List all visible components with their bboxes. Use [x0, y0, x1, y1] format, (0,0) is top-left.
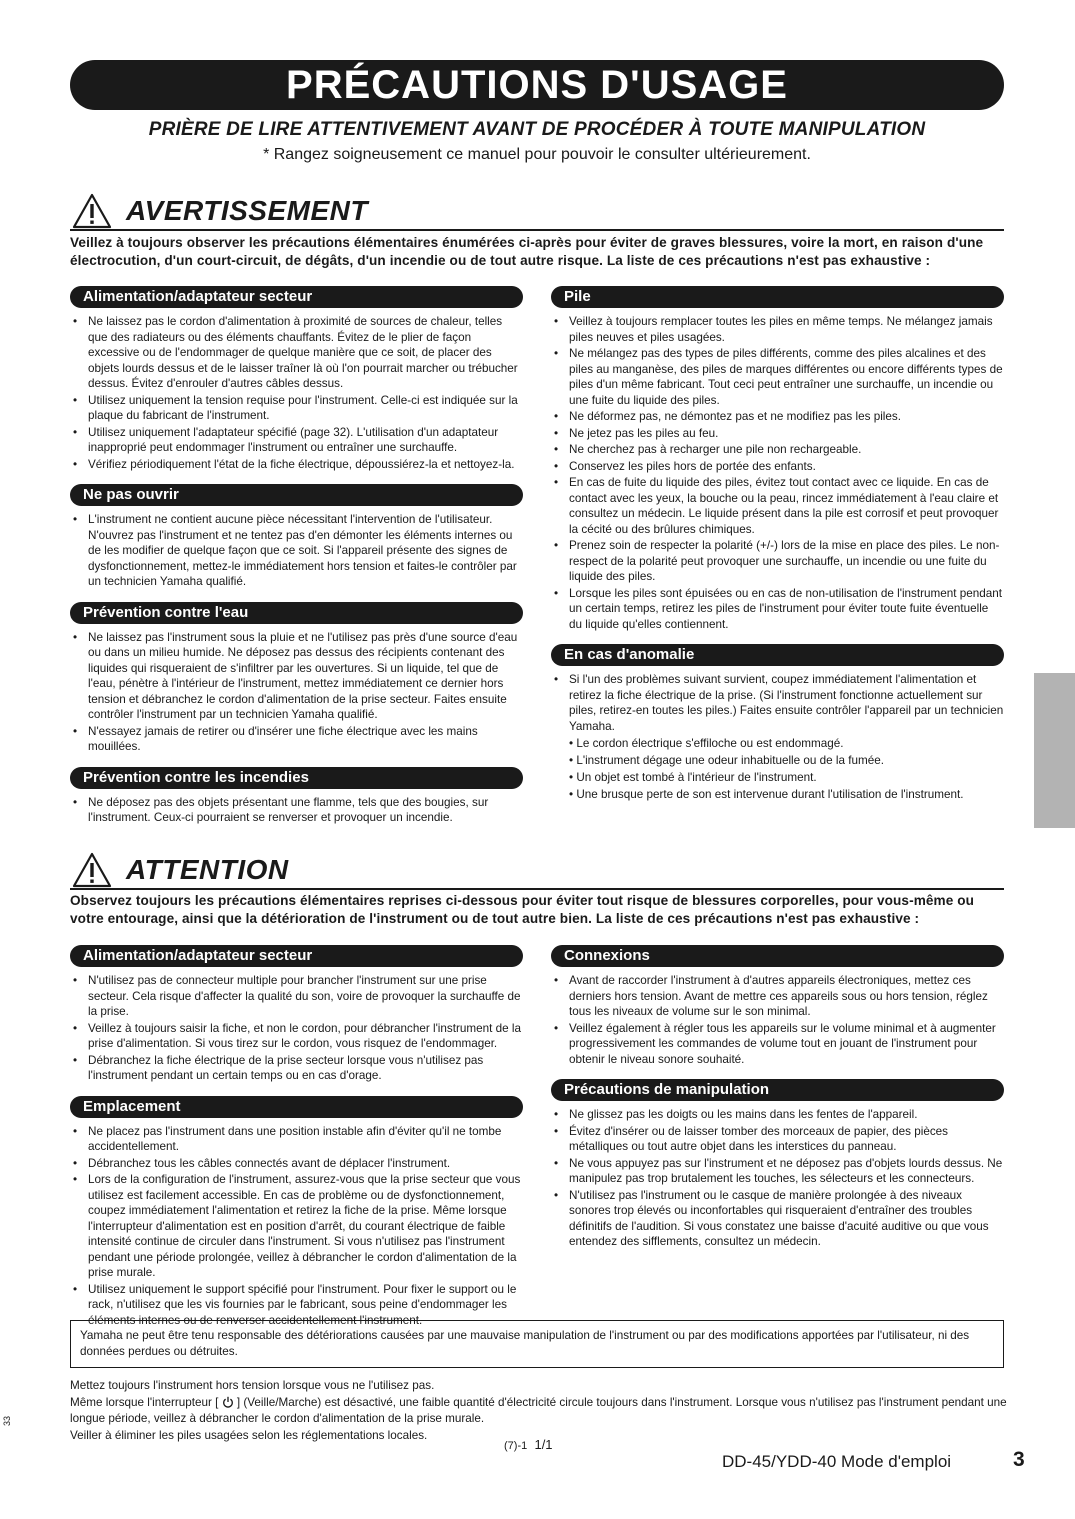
list-item: • Utilisez uniquement l'adaptateur spécifié (page 32). L'utilisation d'un adaptateur inapproprié peut endommager l'instrument ou entraîner une surchauffe. [70, 425, 523, 456]
list-item: • Prenez soin de respecter la polarité (+/-) lors de la mise en place des piles. Le non-respect de la polarité peut provoquer une surchauffe, un incendie ou une fuite du liquide des piles. [551, 538, 1004, 585]
footer-note-standby-text-b: ] (Veille/Marche) est désactivé, une faible quantité d'électricité circule toujours dans l'instrument. Lorsque vous n'utilisez pas l'instrument pendant une longue période, veillez à débrancher le cordon d'alimentation de la prise murale. [70, 1395, 1007, 1425]
list-item: • Conservez les piles hors de portée des enfants. [551, 459, 1004, 475]
caution-connections-heading: Connexions [551, 945, 1004, 967]
list-item: • N'utilisez pas de connecteur multiple pour brancher l'instrument sur une prise secteur. Cela risque d'affecter la qualité du son, voire de provoquer la surchauffe de la prise. [70, 973, 523, 1020]
list-item: • Débranchez la fiche électrique de la prise secteur lorsque vous n'utilisez pas l'instrument pendant un certain temps ou en cas d'orage. [70, 1053, 523, 1084]
sub-list-item: • Un objet est tombé à l'intérieur de l'instrument. [569, 769, 1004, 786]
caution-connections-block [551, 945, 1004, 1067]
caution-power-block [70, 945, 523, 1084]
list-item: • Lors de la configuration de l'instrument, assurez-vous que la prise secteur que vous utilisez est facilement accessible. En cas de problème ou de dysfonctionnement, coupez immédiatement l'alimentation et retirez la fiche de la prise. Même lorsque l'interrupteur d'alimentation est en position d'arrêt, du courant électrique de faible intensité continue de circuler dans l'instrument. Si vous n'utilisez pas l'instrument pendant une période prolongée, veillez à débrancher le cordon d'alimentation de la prise murale. [70, 1172, 523, 1281]
list-item: • Utilisez uniquement le support spécifié pour l'instrument. Pour fixer le support ou le rack, n'utilisez que les vis fournies par le fabricant, sous peine d'endommager les éléments internes ou de renverser accidentellement l'instrument. [70, 1282, 523, 1329]
list-item: • Veillez également à régler tous les appareils sur le volume minimal et à augmenter progressivement les commandes de volume tout en jouant de l'instrument pour obtenir le niveau sonore souhaité. [551, 1021, 1004, 1068]
page-fraction: 1/1 [534, 1437, 553, 1452]
caution-location-block [70, 1096, 523, 1329]
list-item: • Vérifiez périodiquement l'état de la fiche électrique, dépoussiérez-la et nettoyez-la. [70, 457, 523, 473]
keep-manual-note: * Rangez soigneusement ce manuel pour pouvoir le consulter ultérieurement. [263, 146, 811, 163]
caution-section-header [70, 848, 1004, 890]
list-item: • N'essayez jamais de retirer ou d'insérer une fiche électrique avec les mains mouillées. [70, 724, 523, 755]
warning-water-block [70, 602, 523, 755]
sub-list-item: • L'instrument dégage une odeur inhabituelle ou de la fumée. [569, 752, 1004, 769]
liability-disclaimer: Yamaha ne peut être tenu responsable des détériorations causées par une mauvaise manipulation de l'instrument ou par des modifications apportées par l'utilisateur, ni des données perdues ou détruites. [70, 1320, 1004, 1368]
list-item: • Évitez d'insérer ou de laisser tomber des morceaux de papier, des pièces métalliques ou tout autre objet dans les interstices du panneau. [551, 1124, 1004, 1155]
warning-anomaly-block [551, 644, 1004, 803]
warning-title: AVERTISSEMENT [126, 195, 368, 226]
list-item: • Ne déformez pas, ne démontez pas et ne modifiez pas les piles. [551, 409, 1004, 425]
list-item: • Ne jetez pas les piles au feu. [551, 426, 1004, 442]
list-item: • Lorsque les piles sont épuisées ou en cas de non-utilisation de l'instrument pendant un certain temps, retirez les piles de l'instrument pour éviter toute fuite éventuelle du liquide qu'elles contiennent. [551, 586, 1004, 633]
warning-left-column [70, 286, 523, 838]
side-thumb-tab [1034, 673, 1075, 828]
warning-anomaly-heading: En cas d'anomalie [551, 644, 1004, 666]
warning-power-heading: Alimentation/adaptateur secteur [70, 286, 523, 308]
list-item: • Ne vous appuyez pas sur l'instrument et ne déposez pas d'objets lourds dessus. Ne manipulez pas trop brutalement les touches, les sélecteurs et les connecteurs. [551, 1156, 1004, 1187]
list-item: • Veillez à toujours remplacer toutes les piles en même temps. Ne mélangez jamais piles neuves et piles usagées. [551, 314, 1004, 345]
footer-notes [70, 1378, 1010, 1444]
warning-do-not-open-heading: Ne pas ouvrir [70, 484, 523, 506]
warning-triangle-icon [72, 852, 112, 888]
caution-handling-heading: Précautions de manipulation [551, 1079, 1004, 1101]
footer-note-standby-text-a: Même lorsque l'interrupteur [ [70, 1395, 219, 1409]
warning-fire-block [70, 767, 523, 826]
list-item: • Si l'un des problèmes suivant survient, coupez immédiatement l'alimentation et retirez la fiche électrique de la prise. (Si l'instrument fonctionne actuellement sur piles, retirez-en toutes les piles.) Faites ensuite contrôler l'appareil par un technicien Yamaha. [551, 672, 1004, 734]
list-item: • Veillez à toujours saisir la fiche, et non le cordon, pour débrancher l'instrument de la prise d'alimentation. Si vous tirez sur le cordon, vous risquez de l'endommager. [70, 1021, 523, 1052]
power-standby-icon [222, 1396, 234, 1408]
read-carefully-subtitle: PRIÈRE DE LIRE ATTENTIVEMENT AVANT DE PROCÉDER À TOUTE MANIPULATION [148, 119, 926, 140]
caution-location-heading: Emplacement [70, 1096, 523, 1118]
warning-right-column [551, 286, 1004, 815]
warning-battery-block [551, 286, 1004, 632]
warning-fire-heading: Prévention contre les incendies [70, 767, 523, 789]
page-code-label: (7)-1 [504, 1440, 528, 1452]
list-item: • Ne cherchez pas à recharger une pile non rechargeable. [551, 442, 1004, 458]
footer-note-power-off: Mettez toujours l'instrument hors tension lorsque vous ne l'utilisez pas. [70, 1379, 435, 1392]
manual-name: DD-45/YDD-40 Mode d'emploi [722, 1452, 952, 1471]
caution-handling-block [551, 1079, 1004, 1250]
list-item: • N'utilisez pas l'instrument ou le casque de manière prolongée à des niveaux sonores trop élevés ou inconfortables qui risqueraient d'entraîner des troubles définitifs de l'audition. Si vous constatez une baisse d'acuité auditive ou que vous entendez des sifflements, consultez un médecin. [551, 1188, 1004, 1250]
list-item: • Avant de raccorder l'instrument à d'autres appareils électroniques, mettez ces derniers hors tension. Avant de mettre ces appareils sous ou hors tension, réglez tous les niveaux de volume sur le son minimal. [551, 973, 1004, 1020]
caution-intro: Observez toujours les précautions élémentaires reprises ci-dessous pour éviter tout risque de blessures corporelles, pour vous-même ou votre entourage, ainsi que la détérioration de l'instrument ou de tout autre bien. La liste de ces précautions n'est pas exhaustive : [70, 893, 975, 926]
footer-note-batteries: Veiller à éliminer les piles usagées selon les réglementations locales. [70, 1428, 428, 1442]
margin-page-number: 33 [2, 1415, 12, 1426]
list-item: • Ne glissez pas les doigts ou les mains dans les fentes de l'appareil. [551, 1107, 1004, 1123]
list-item: • Débranchez tous les câbles connectés avant de déplacer l'instrument. [70, 1156, 523, 1172]
list-item: • Ne placez pas l'instrument dans une position instable afin d'éviter qu'il ne tombe accidentellement. [70, 1124, 523, 1155]
list-item: • L'instrument ne contient aucune pièce nécessitant l'intervention de l'utilisateur. N'ouvrez pas l'instrument et ne tentez pas d'en démonter les éléments internes ou de les modifier de quelque façon que ce soit. Si l'appareil présente des signes de dysfonctionnement, mettez-le immédiatement hors tension et faites-le contrôler par un technicien Yamaha qualifié. [70, 512, 523, 590]
list-item: • Ne laissez pas l'instrument sous la pluie et ne l'utilisez pas près d'une source d'eau ou dans un milieu humide. Ne déposez pas dessus des récipients contenant des liquides qui risqueraient de s'infiltrer par les ouvertures. Si un liquide, tel que de l'eau, pénètre à l'intérieur de l'instrument, mettez immédiatement ce dernier hors tension et débranchez le cordon d'alimentation de la prise secteur. Faites ensuite contrôler l'instrument par un technicien Yamaha qualifié. [70, 630, 523, 723]
list-item: • Ne mélangez pas des types de piles différents, comme des piles alcalines et des piles au manganèse, des piles de marques différentes ou encore différents types de piles d'un même fabricant. Tout ceci peut entraîner une surchauffe, un incendie ou une fuite du liquide des piles. [551, 346, 1004, 408]
caution-left-column [70, 945, 523, 1340]
warning-power-block [70, 286, 523, 472]
warning-section-header [70, 189, 1004, 231]
warning-triangle-icon [72, 193, 112, 229]
caution-right-column [551, 945, 1004, 1262]
caution-power-heading: Alimentation/adaptateur secteur [70, 945, 523, 967]
warning-do-not-open-block [70, 484, 523, 590]
warning-intro: Veillez à toujours observer les précautions élémentaires énumérées ci-après pour éviter de graves blessures, voire la mort, en raison d'une électrocution, d'un court-circuit, de dégâts, d'un incendie ou de tout autre risque. La liste de ces précautions n'est pas exhaustive : [70, 235, 984, 268]
page-title: PRÉCAUTIONS D'USAGE [70, 60, 1004, 110]
list-item: • Ne déposez pas des objets présentant une flamme, tels que des bougies, sur l'instrument. Ceux-ci pourraient se renverser et provoquer un incendie. [70, 795, 523, 826]
footer-note-standby [70, 1395, 1010, 1428]
list-item: • Ne laissez pas le cordon d'alimentation à proximité de sources de chaleur, telles que des radiateurs ou des éléments chauffants. Évitez de le plier de façon excessive ou de l'endommager de quelque manière que ce soit, de placer des objets lourds dessus et de le laisser traîner là où l'on pourrait marcher ou trébucher dessus. Évitez d'enrouler d'autres câbles dessus. [70, 314, 523, 392]
list-item: • En cas de fuite du liquide des piles, évitez tout contact avec ce liquide. En cas de contact avec les yeux, la bouche ou la peau, rincez immédiatement à l'eau claire et consultez un médecin. Le liquide présent dans la pile est corrosif et peut provoquer la cécité ou des brûlures chimiques. [551, 475, 1004, 537]
page-number: 3 [1013, 1448, 1025, 1471]
page-code [504, 1437, 553, 1452]
sub-list-item: • Le cordon électrique s'effiloche ou est endommagé. [569, 735, 1004, 752]
caution-title: ATTENTION [126, 854, 289, 885]
sub-list-item: • Une brusque perte de son est intervenue durant l'utilisation de l'instrument. [569, 786, 1004, 803]
warning-water-heading: Prévention contre l'eau [70, 602, 523, 624]
warning-battery-heading: Pile [551, 286, 1004, 308]
list-item: • Utilisez uniquement la tension requise pour l'instrument. Celle-ci est indiquée sur la plaque du fabricant de l'instrument. [70, 393, 523, 424]
